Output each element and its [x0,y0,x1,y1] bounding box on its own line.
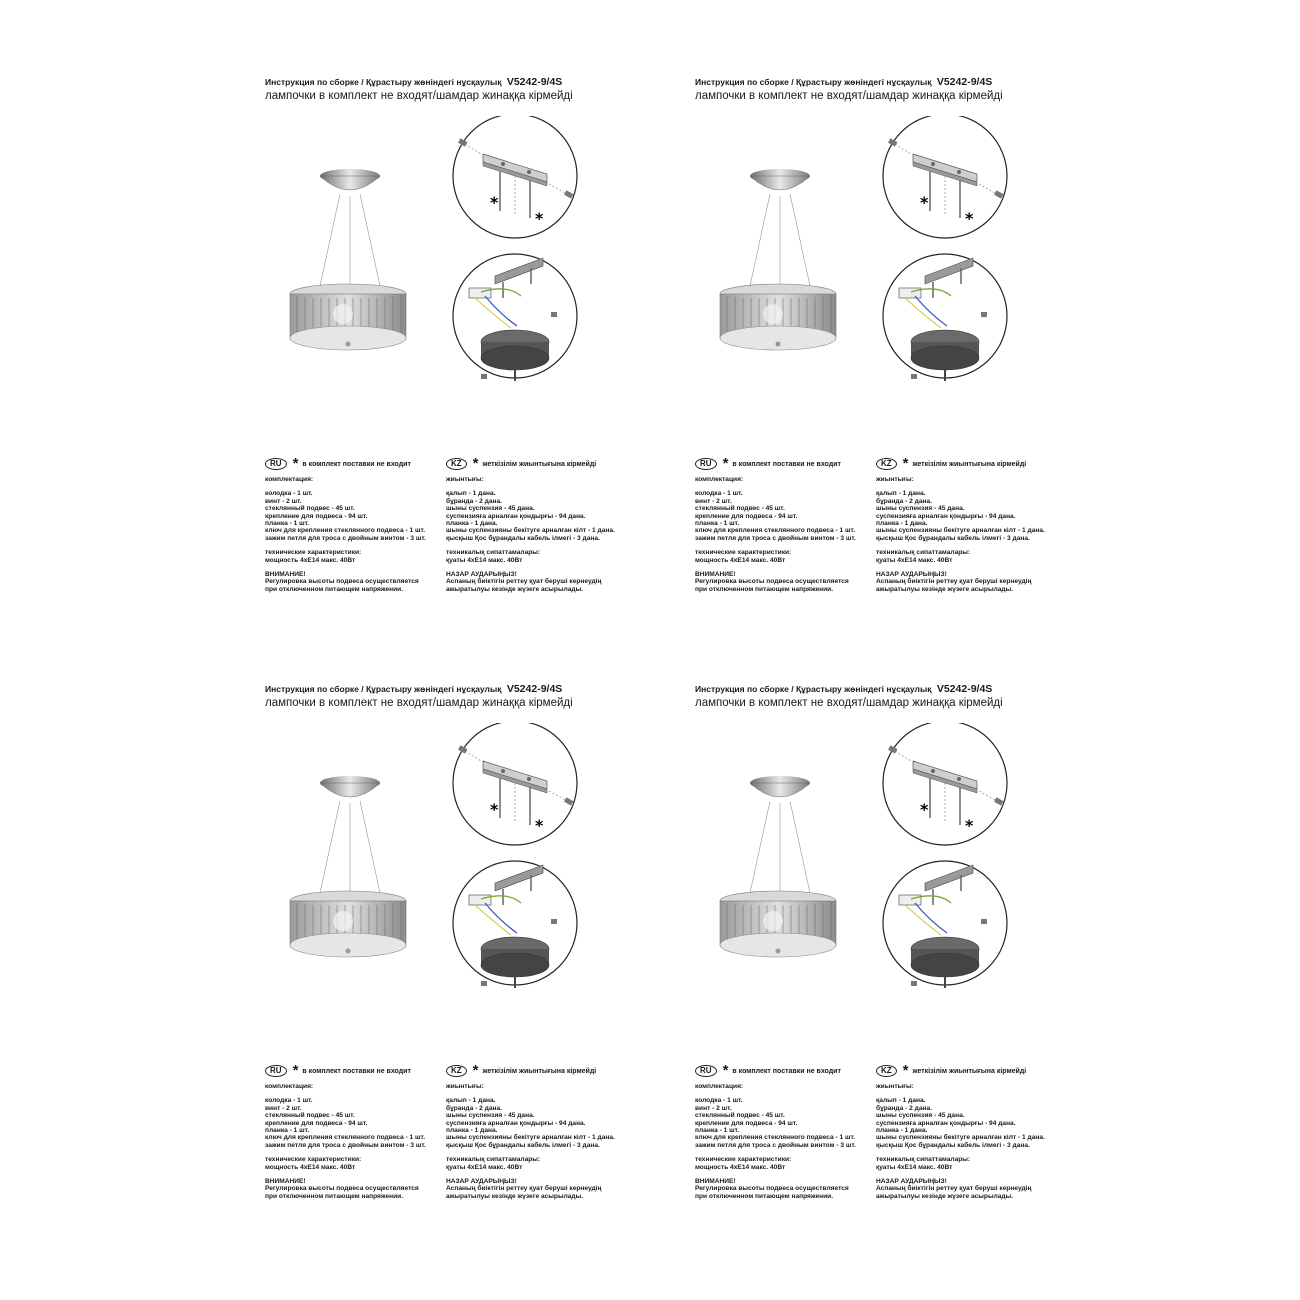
bulbs-note: лампочки в комплект не входят/шамдар жинаққа кірмейді [265,90,573,102]
instruction-title [265,683,562,695]
kz-kit-item: планка - 1 дана. [446,1127,498,1135]
ru-tech-value: мощность 4хЕ14 макс. 40Вт [695,556,786,564]
star-icon: * [920,193,929,212]
kz-kit-item: шыны суспензия - 45 дана. [876,1112,965,1120]
ru-kit-item: крепление для подвеса - 94 шт. [265,512,368,520]
kz-tech-heading: техникалық сипаттамалары: [876,1156,971,1164]
ru-tech-value: мощность 4хЕ14 макс. 40Вт [695,1163,786,1171]
star-icon: * [902,1062,909,1079]
kz-column [876,476,1045,593]
kz-kit-item: бұранда - 2 дана. [446,1104,502,1112]
ru-kit-item: зажим петля для троса с двойным винтом - 3 шт. [265,1141,426,1149]
kz-kit-item: қалып - 1 дана. [446,1097,496,1105]
kz-warning-line: Аспаның биіктігін реттеу қуат беруші кернеудің [876,578,1032,586]
ru-kit-item: винт - 2 шт. [265,497,302,505]
kz-kit-item: шыны суспензияны бекітуге арналған кілт - 1 дана. [876,527,1045,535]
ru-kit-item: ключ для крепления стеклянного подвеса - 1 шт. [695,1134,856,1142]
chandelier-icon [720,169,836,350]
kz-kit-item: қалып - 1 дана. [446,490,496,498]
ru-warning-line: Регулировка высоты подвеса осуществляется [695,578,849,586]
star-icon: * [965,209,974,228]
ru-warning-line: при отключенном питающем напряжении. [265,1192,404,1200]
ru-kit-item: крепление для подвеса - 94 шт. [265,1119,368,1127]
chandelier-icon [290,776,406,957]
canopy-icon [883,861,1007,988]
kz-kit-item: қалып - 1 дана. [876,1097,926,1105]
canopy-icon [453,861,577,988]
ru-kit-heading: комплектация: [265,476,314,483]
kz-tech-value: қуаты 4хЕ14 макс. 40Вт [876,1163,953,1171]
kz-kit-item: планка - 1 дана. [446,520,498,528]
instruction-panel-4 [695,683,1115,1243]
ru-kit-item: зажим петля для троса с двойным винтом - 3 шт. [265,534,426,542]
kz-warning-heading: НАЗАР АУДАРЫҢЫЗ! [876,571,947,579]
ru-tech-heading: технические характеристики: [695,549,792,557]
title-text: Инструкция по сборке / Құрастыру жөніндегі нұсқаулық [695,684,932,694]
kz-tech-heading: техникалық сипаттамалары: [446,1156,541,1164]
kz-warning-line: ажыратылуы кезінде жүзеге асырылады. [876,585,1014,593]
ru-warning-line: Регулировка высоты подвеса осуществляется [695,1185,849,1193]
ru-warning-heading: ВНИМАНИЕ! [265,571,306,579]
ru-kit-heading: комплектация: [695,476,744,483]
kz-header [876,1062,1027,1079]
instruction-title [265,76,562,88]
kz-kit-item: планка - 1 дана. [876,520,928,528]
kz-kit-heading: жиынтығы: [446,476,484,483]
ru-kit-item: колодка - 1 шт. [695,1097,743,1105]
model-number: V5242-9/4S [936,683,993,695]
kz-kit-item: шыны суспензияны бекітуге арналған кілт - 1 дана. [876,1134,1045,1142]
assembly-illustration [285,723,645,1023]
ru-kit-item: планка - 1 шт. [265,520,310,528]
ru-badge: RU [695,1065,717,1077]
ru-kit-item: колодка - 1 шт. [695,490,743,498]
kz-kit-item: шыны суспензия - 45 дана. [446,505,535,513]
title-text: Инструкция по сборке / Құрастыру жөніндегі нұсқаулық [695,77,932,87]
mounting-bar-icon [883,723,1007,845]
kz-kit-item: шыны суспензия - 45 дана. [446,1112,535,1120]
chandelier-icon [720,776,836,957]
ru-kit-item: стеклянный подвес - 45 шт. [265,1112,355,1120]
kz-kit-item: планка - 1 дана. [876,1127,928,1135]
ru-warning-line: при отключенном питающем напряжении. [695,1192,834,1200]
ru-kit-item: колодка - 1 шт. [265,490,313,498]
star-icon: * [472,455,479,472]
star-icon: * [292,1062,299,1079]
ru-warning-line: при отключенном питающем напряжении. [265,585,404,593]
assembly-illustration [715,723,1075,1023]
ru-warning-line: Регулировка высоты подвеса осуществляется [265,1185,419,1193]
ru-kit-heading: комплектация: [695,1083,744,1090]
instruction-title [695,76,992,88]
ru-kit-item: винт - 2 шт. [695,1104,732,1112]
ru-kit-item: планка - 1 шт. [265,1127,310,1135]
kz-kit-item: бұранда - 2 дана. [876,497,932,505]
ru-tech-value: мощность 4хЕ14 макс. 40Вт [265,556,356,564]
kz-kit-item: шыны суспензияны бекітуге арналған кілт - 1 дана. [446,527,615,535]
kz-note: жеткізілім жиынтығына кірмейді [482,460,597,468]
ru-warning-line: при отключенном питающем напряжении. [695,585,834,593]
kz-column [446,476,615,593]
ru-warning-heading: ВНИМАНИЕ! [695,571,736,579]
instruction-panel-3 [265,683,685,1243]
kz-badge: KZ [446,458,467,470]
ru-kit-item: стеклянный подвес - 45 шт. [265,505,355,513]
ru-kit-item: планка - 1 шт. [695,520,740,528]
star-icon: * [535,816,544,835]
ru-kit-item: винт - 2 шт. [265,1104,302,1112]
ru-kit-item: крепление для подвеса - 94 шт. [695,1119,798,1127]
kz-column [446,1083,615,1200]
ru-column [695,1083,856,1200]
star-icon: * [722,455,729,472]
kz-warning-line: Аспаның биіктігін реттеу қуат беруші кернеудің [446,1185,602,1193]
ru-kit-item: крепление для подвеса - 94 шт. [695,512,798,520]
chandelier-icon [290,169,406,350]
kz-note: жеткізілім жиынтығына кірмейді [912,1067,1027,1075]
kz-warning-heading: НАЗАР АУДАРЫҢЫЗ! [446,571,517,579]
ru-column [695,476,856,593]
ru-kit-item: зажим петля для троса с двойным винтом - 3 шт. [695,534,856,542]
instruction-panel-2 [695,76,1115,636]
ru-kit-item: ключ для крепления стеклянного подвеса - 1 шт. [265,527,426,535]
kz-kit-item: суспензияға арналған қондырғы - 94 дана. [876,1119,1016,1127]
ru-note: в комплект поставки не входит [302,460,411,468]
star-icon: * [472,1062,479,1079]
ru-kit-item: винт - 2 шт. [695,497,732,505]
kz-kit-item: қысқыш Қос бұрандалы кабель ілмегі - 3 дана. [446,534,600,542]
kz-kit-item: суспензияға арналған қондырғы - 94 дана. [876,512,1016,520]
kz-warning-heading: НАЗАР АУДАРЫҢЫЗ! [876,1178,947,1186]
kz-warning-line: ажыратылуы кезінде жүзеге асырылады. [446,585,584,593]
kz-header [876,455,1027,472]
kz-badge: KZ [876,458,897,470]
kz-warning-heading: НАЗАР АУДАРЫҢЫЗ! [446,1178,517,1186]
ru-badge: RU [265,458,287,470]
ru-header [265,1062,411,1079]
kz-kit-heading: жиынтығы: [876,476,914,483]
ru-warning-heading: ВНИМАНИЕ! [695,1178,736,1186]
model-number: V5242-9/4S [936,76,993,88]
ru-kit-item: зажим петля для троса с двойным винтом - 3 шт. [695,1141,856,1149]
instruction-title [695,683,992,695]
kz-kit-item: қалып - 1 дана. [876,490,926,498]
ru-badge: RU [265,1065,287,1077]
kz-kit-item: қысқыш Қос бұрандалы кабель ілмегі - 3 дана. [876,1141,1030,1149]
ru-header [695,455,841,472]
bulbs-note: лампочки в комплект не входят/шамдар жинаққа кірмейді [695,90,1003,102]
kz-kit-item: бұранда - 2 дана. [876,1104,932,1112]
title-text: Инструкция по сборке / Құрастыру жөніндегі нұсқаулық [265,684,502,694]
kz-column [876,1083,1045,1200]
kz-warning-line: Аспаның биіктігін реттеу қуат беруші кернеудің [446,578,602,586]
ru-kit-item: стеклянный подвес - 45 шт. [695,1112,785,1120]
star-icon: * [920,800,929,819]
ru-kit-item: колодка - 1 шт. [265,1097,313,1105]
ru-badge: RU [695,458,717,470]
star-icon: * [490,193,499,212]
star-icon: * [292,455,299,472]
kz-kit-heading: жиынтығы: [876,1083,914,1090]
ru-tech-heading: технические характеристики: [265,549,362,557]
kz-header [446,455,597,472]
kz-kit-item: қысқыш Қос бұрандалы кабель ілмегі - 3 дана. [876,534,1030,542]
instruction-panel-1 [265,76,685,636]
kz-kit-item: бұранда - 2 дана. [446,497,502,505]
kz-tech-heading: техникалық сипаттамалары: [876,549,971,557]
mounting-bar-icon [453,723,577,845]
kz-kit-item: қысқыш Қос бұрандалы кабель ілмегі - 3 дана. [446,1141,600,1149]
kz-warning-line: ажыратылуы кезінде жүзеге асырылады. [876,1192,1014,1200]
canopy-icon [883,254,1007,381]
kz-tech-heading: техникалық сипаттамалары: [446,549,541,557]
ru-note: в комплект поставки не входит [732,1067,841,1075]
ru-note: в комплект поставки не входит [732,460,841,468]
kz-warning-line: Аспаның биіктігін реттеу қуат беруші кернеудің [876,1185,1032,1193]
kz-kit-item: суспензияға арналған қондырғы - 94 дана. [446,1119,586,1127]
bulbs-note: лампочки в комплект не входят/шамдар жинаққа кірмейді [265,697,573,709]
model-number: V5242-9/4S [506,76,563,88]
kz-note: жеткізілім жиынтығына кірмейді [482,1067,597,1075]
model-number: V5242-9/4S [506,683,563,695]
title-text: Инструкция по сборке / Құрастыру жөніндегі нұсқаулық [265,77,502,87]
star-icon: * [902,455,909,472]
ru-header [695,1062,841,1079]
kz-header [446,1062,597,1079]
kz-tech-value: қуаты 4хЕ14 макс. 40Вт [446,1163,523,1171]
kz-note: жеткізілім жиынтығына кірмейді [912,460,1027,468]
ru-note: в комплект поставки не входит [302,1067,411,1075]
mounting-bar-icon [453,116,577,238]
kz-kit-item: шыны суспензия - 45 дана. [876,505,965,513]
assembly-illustration [285,116,645,416]
ru-column [265,1083,426,1200]
ru-column [265,476,426,593]
ru-kit-item: планка - 1 шт. [695,1127,740,1135]
ru-kit-item: стеклянный подвес - 45 шт. [695,505,785,513]
ru-tech-heading: технические характеристики: [695,1156,792,1164]
ru-kit-item: ключ для крепления стеклянного подвеса - 1 шт. [265,1134,426,1142]
star-icon: * [722,1062,729,1079]
kz-badge: KZ [446,1065,467,1077]
kz-kit-item: шыны суспензияны бекітуге арналған кілт - 1 дана. [446,1134,615,1142]
ru-header [265,455,411,472]
star-icon: * [965,816,974,835]
ru-warning-line: Регулировка высоты подвеса осуществляется [265,578,419,586]
bulbs-note: лампочки в комплект не входят/шамдар жинаққа кірмейді [695,697,1003,709]
kz-warning-line: ажыратылуы кезінде жүзеге асырылады. [446,1192,584,1200]
canopy-icon [453,254,577,381]
kz-kit-item: суспензияға арналған қондырғы - 94 дана. [446,512,586,520]
star-icon: * [535,209,544,228]
ru-tech-value: мощность 4хЕ14 макс. 40Вт [265,1163,356,1171]
mounting-bar-icon [883,116,1007,238]
kz-badge: KZ [876,1065,897,1077]
kz-kit-heading: жиынтығы: [446,1083,484,1090]
ru-kit-heading: комплектация: [265,1083,314,1090]
assembly-illustration [715,116,1075,416]
ru-tech-heading: технические характеристики: [265,1156,362,1164]
star-icon: * [490,800,499,819]
kz-tech-value: қуаты 4хЕ14 макс. 40Вт [446,556,523,564]
ru-kit-item: ключ для крепления стеклянного подвеса - 1 шт. [695,527,856,535]
ru-warning-heading: ВНИМАНИЕ! [265,1178,306,1186]
kz-tech-value: қуаты 4хЕ14 макс. 40Вт [876,556,953,564]
